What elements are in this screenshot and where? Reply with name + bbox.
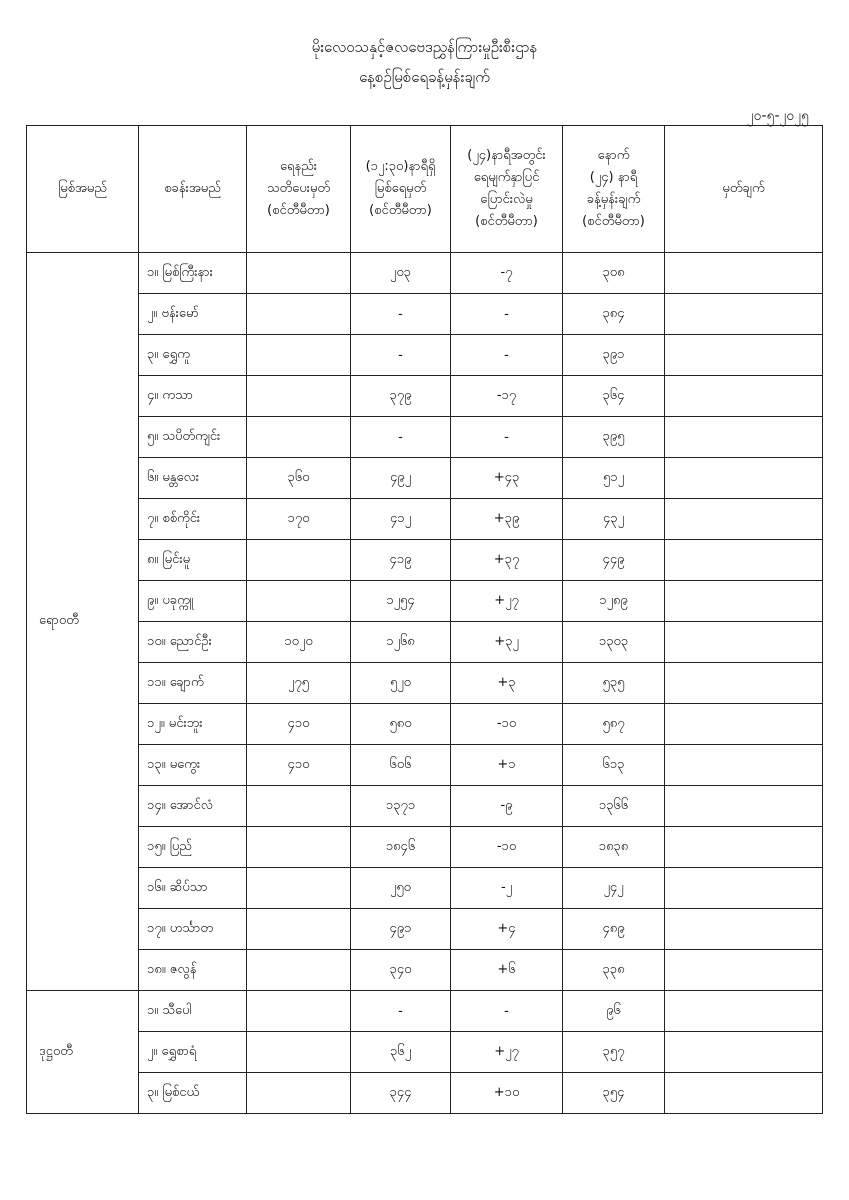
- water-level-cell: -: [351, 335, 451, 376]
- forecast-cell: ၃၅၄: [563, 1073, 665, 1114]
- water-level-cell: ၄၁၉: [351, 540, 451, 581]
- low-warning-cell: ၄၁၀: [247, 704, 351, 745]
- water-level-cell: ၂၀၃: [351, 253, 451, 294]
- remark-cell: [665, 417, 823, 458]
- forecast-cell: ၁၃၆၆: [563, 786, 665, 827]
- remark-cell: [665, 991, 823, 1032]
- low-warning-cell: ၄၁၀: [247, 745, 351, 786]
- water-level-cell: ၂၅၀: [351, 868, 451, 909]
- station-name: ၁၂။ မင်းဘူး: [139, 704, 247, 745]
- low-warning-cell: ၂၇၅: [247, 663, 351, 704]
- table-row: [27, 745, 823, 786]
- low-warning-cell: [247, 991, 351, 1032]
- forecast-cell: ၃၅၇: [563, 1032, 665, 1073]
- station-name: ၁၅။ ပြည်: [139, 827, 247, 868]
- change-cell: -၁၀: [451, 704, 563, 745]
- remark-cell: [665, 335, 823, 376]
- forecast-cell: ၆၁၃: [563, 745, 665, 786]
- station-name: ၁။ သီပေါ: [139, 991, 247, 1032]
- change-cell: +၆: [451, 950, 563, 991]
- station-name: ၃။ ရွှေကူ: [139, 335, 247, 376]
- document-subtitle: နေ့စဉ်မြစ်ရေခန့်မှန်းချက်: [359, 68, 490, 86]
- forecast-cell: ၃၈၄: [563, 294, 665, 335]
- change-cell: +၃၂: [451, 622, 563, 663]
- forecast-cell: ၅၈၇: [563, 704, 665, 745]
- table-row: [27, 1032, 823, 1073]
- table-row: [27, 622, 823, 663]
- station-name: ၁၄။ အောင်လံ: [139, 786, 247, 827]
- change-cell: +၄: [451, 909, 563, 950]
- column-header-24h-change: (၂၄)နာရီအတွင်း ရေမျက်နှာပြင် ပြောင်းလဲမှု (စင်တီမီတာ): [451, 126, 563, 253]
- change-cell: -: [451, 417, 563, 458]
- change-cell: -၇: [451, 253, 563, 294]
- remark-cell: [665, 786, 823, 827]
- report-date: ၂၀-၅-၂၀၂၅: [746, 108, 809, 124]
- change-cell: +၄၃: [451, 458, 563, 499]
- river-name: ရောဝတီ: [27, 253, 139, 991]
- remark-cell: [665, 581, 823, 622]
- table-row: [27, 458, 823, 499]
- station-name: ၆။ မန္တလေး: [139, 458, 247, 499]
- water-level-cell: ၁၂၅၄: [351, 581, 451, 622]
- low-warning-cell: [247, 868, 351, 909]
- forecast-cell: ၃၃၈: [563, 950, 665, 991]
- water-level-cell: -: [351, 294, 451, 335]
- forecast-cell: ၉၆: [563, 991, 665, 1032]
- forecast-cell: ၄၃၂: [563, 499, 665, 540]
- change-cell: -: [451, 991, 563, 1032]
- water-level-cell: ၄၁၂: [351, 499, 451, 540]
- station-name: ၁၃။ မကွေး: [139, 745, 247, 786]
- table-header-row: [27, 126, 823, 253]
- change-cell: -: [451, 294, 563, 335]
- table-row: [27, 499, 823, 540]
- station-name: ၂။ ရွှေစာရံ: [139, 1032, 247, 1073]
- low-warning-cell: ၁၀၂၀: [247, 622, 351, 663]
- document-title: မိုးလေဝသနှင့်ဇလဗေဒညွှန်ကြားမှုဦးစီးဌာန: [311, 38, 538, 56]
- column-header-water-level: (၁၂:၃၀)နာရီရှိ မြစ်ရေမှတ် (စင်တီမီတာ): [351, 126, 451, 253]
- water-level-cell: -: [351, 417, 451, 458]
- low-warning-cell: [247, 417, 351, 458]
- station-name: ၁၆။ ဆိပ်သာ: [139, 868, 247, 909]
- low-warning-cell: [247, 909, 351, 950]
- forecast-cell: ၁၂၈၉: [563, 581, 665, 622]
- column-header-low-warning: ရေနည်း သတိပေးမှတ် (စင်တီမီတာ): [247, 126, 351, 253]
- low-warning-cell: [247, 1073, 351, 1114]
- table-row: [27, 950, 823, 991]
- station-name: ၇။ စစ်ကိုင်း: [139, 499, 247, 540]
- low-warning-cell: [247, 1032, 351, 1073]
- station-name: ၉။ ပခုက္ကူ: [139, 581, 247, 622]
- remark-cell: [665, 376, 823, 417]
- table-row: [27, 417, 823, 458]
- table-row: [27, 1073, 823, 1114]
- remark-cell: [665, 704, 823, 745]
- water-level-cell: ၃၄၄: [351, 1073, 451, 1114]
- river-name: ဒုဋ္ဌဝတီ: [27, 991, 139, 1114]
- change-cell: +၂၇: [451, 1032, 563, 1073]
- table-row: [27, 581, 823, 622]
- forecast-cell: ၁၈၃၈: [563, 827, 665, 868]
- remark-cell: [665, 745, 823, 786]
- forecast-cell: ၄၄၉: [563, 540, 665, 581]
- station-name: ၅။ သပိတ်ကျင်း: [139, 417, 247, 458]
- change-cell: -၁၇: [451, 376, 563, 417]
- remark-cell: [665, 1032, 823, 1073]
- low-warning-cell: [247, 294, 351, 335]
- water-level-cell: ၄၉၁: [351, 909, 451, 950]
- station-name: ၁။ မြစ်ကြီးနား: [139, 253, 247, 294]
- table-row: [27, 786, 823, 827]
- station-name: ၁၀။ ညောင်ဦး: [139, 622, 247, 663]
- station-name: ၁၇။ ဟင်္သာတ: [139, 909, 247, 950]
- water-level-cell: ၁၈၄၆: [351, 827, 451, 868]
- remark-cell: [665, 663, 823, 704]
- water-level-cell: ၁၃၇၁: [351, 786, 451, 827]
- station-name: ၂။ ဗန်းမော်: [139, 294, 247, 335]
- low-warning-cell: [247, 253, 351, 294]
- table-row: [27, 335, 823, 376]
- station-name: ၁၈။ ဇလွန်: [139, 950, 247, 991]
- forecast-cell: ၅၁၂: [563, 458, 665, 499]
- low-warning-cell: [247, 786, 351, 827]
- forecast-cell: ၂၄၂: [563, 868, 665, 909]
- water-level-cell: ၃၆၂: [351, 1032, 451, 1073]
- remark-cell: [665, 253, 823, 294]
- change-cell: -၁၀: [451, 827, 563, 868]
- table-row: [27, 253, 823, 294]
- remark-cell: [665, 1073, 823, 1114]
- remark-cell: [665, 950, 823, 991]
- table-row: [27, 704, 823, 745]
- change-cell: +၃: [451, 663, 563, 704]
- station-name: ၈။ မြင်းမူ: [139, 540, 247, 581]
- low-warning-cell: [247, 376, 351, 417]
- column-header-24h-forecast: နောက် (၂၄) နာရီ ခန့်မှန်းချက် (စင်တီမီတာ): [563, 126, 665, 253]
- station-name: ၁၁။ ချောက်: [139, 663, 247, 704]
- low-warning-cell: [247, 581, 351, 622]
- water-level-cell: ၅၂၀: [351, 663, 451, 704]
- change-cell: +၂၇: [451, 581, 563, 622]
- low-warning-cell: [247, 540, 351, 581]
- low-warning-cell: ၁၇၀: [247, 499, 351, 540]
- column-header-river: မြစ်အမည်: [27, 126, 139, 253]
- table-row: [27, 663, 823, 704]
- change-cell: -၉: [451, 786, 563, 827]
- forecast-cell: ၅၃၅: [563, 663, 665, 704]
- water-level-cell: ၅၈၀: [351, 704, 451, 745]
- table-row: [27, 376, 823, 417]
- change-cell: +၁: [451, 745, 563, 786]
- water-level-cell: ၆၀၆: [351, 745, 451, 786]
- water-level-cell: ၄၉၂: [351, 458, 451, 499]
- station-name: ၄။ ကသာ: [139, 376, 247, 417]
- table-row: [27, 991, 823, 1032]
- column-header-station: စခန်းအမည်: [139, 126, 247, 253]
- table-row: [27, 540, 823, 581]
- low-warning-cell: [247, 950, 351, 991]
- low-warning-cell: [247, 335, 351, 376]
- water-level-cell: ၁၂၆၈: [351, 622, 451, 663]
- change-cell: +၃၇: [451, 540, 563, 581]
- change-cell: +၃၉: [451, 499, 563, 540]
- remark-cell: [665, 458, 823, 499]
- remark-cell: [665, 868, 823, 909]
- remark-cell: [665, 909, 823, 950]
- column-header-remarks: မှတ်ချက်: [665, 126, 823, 253]
- forecast-cell: ၁၃၀၃: [563, 622, 665, 663]
- forecast-cell: ၃၉၅: [563, 417, 665, 458]
- station-name: ၃။ မြစ်ငယ်: [139, 1073, 247, 1114]
- table-row: [27, 827, 823, 868]
- remark-cell: [665, 499, 823, 540]
- water-level-cell: -: [351, 991, 451, 1032]
- remark-cell: [665, 622, 823, 663]
- forecast-cell: ၄၈၉: [563, 909, 665, 950]
- forecast-cell: ၃၉၁: [563, 335, 665, 376]
- water-level-cell: ၃၇၉: [351, 376, 451, 417]
- table-row: [27, 909, 823, 950]
- remark-cell: [665, 540, 823, 581]
- table-body: [27, 253, 823, 1114]
- table-row: [27, 294, 823, 335]
- remark-cell: [665, 827, 823, 868]
- change-cell: -: [451, 335, 563, 376]
- forecast-cell: ၃၆၄: [563, 376, 665, 417]
- change-cell: +၁၀: [451, 1073, 563, 1114]
- low-warning-cell: [247, 827, 351, 868]
- table-row: [27, 868, 823, 909]
- remark-cell: [665, 294, 823, 335]
- forecast-cell: ၃၀၈: [563, 253, 665, 294]
- change-cell: -၂: [451, 868, 563, 909]
- low-warning-cell: ၃၆၀: [247, 458, 351, 499]
- water-level-cell: ၃၄၀: [351, 950, 451, 991]
- river-forecast-table: [26, 125, 823, 1114]
